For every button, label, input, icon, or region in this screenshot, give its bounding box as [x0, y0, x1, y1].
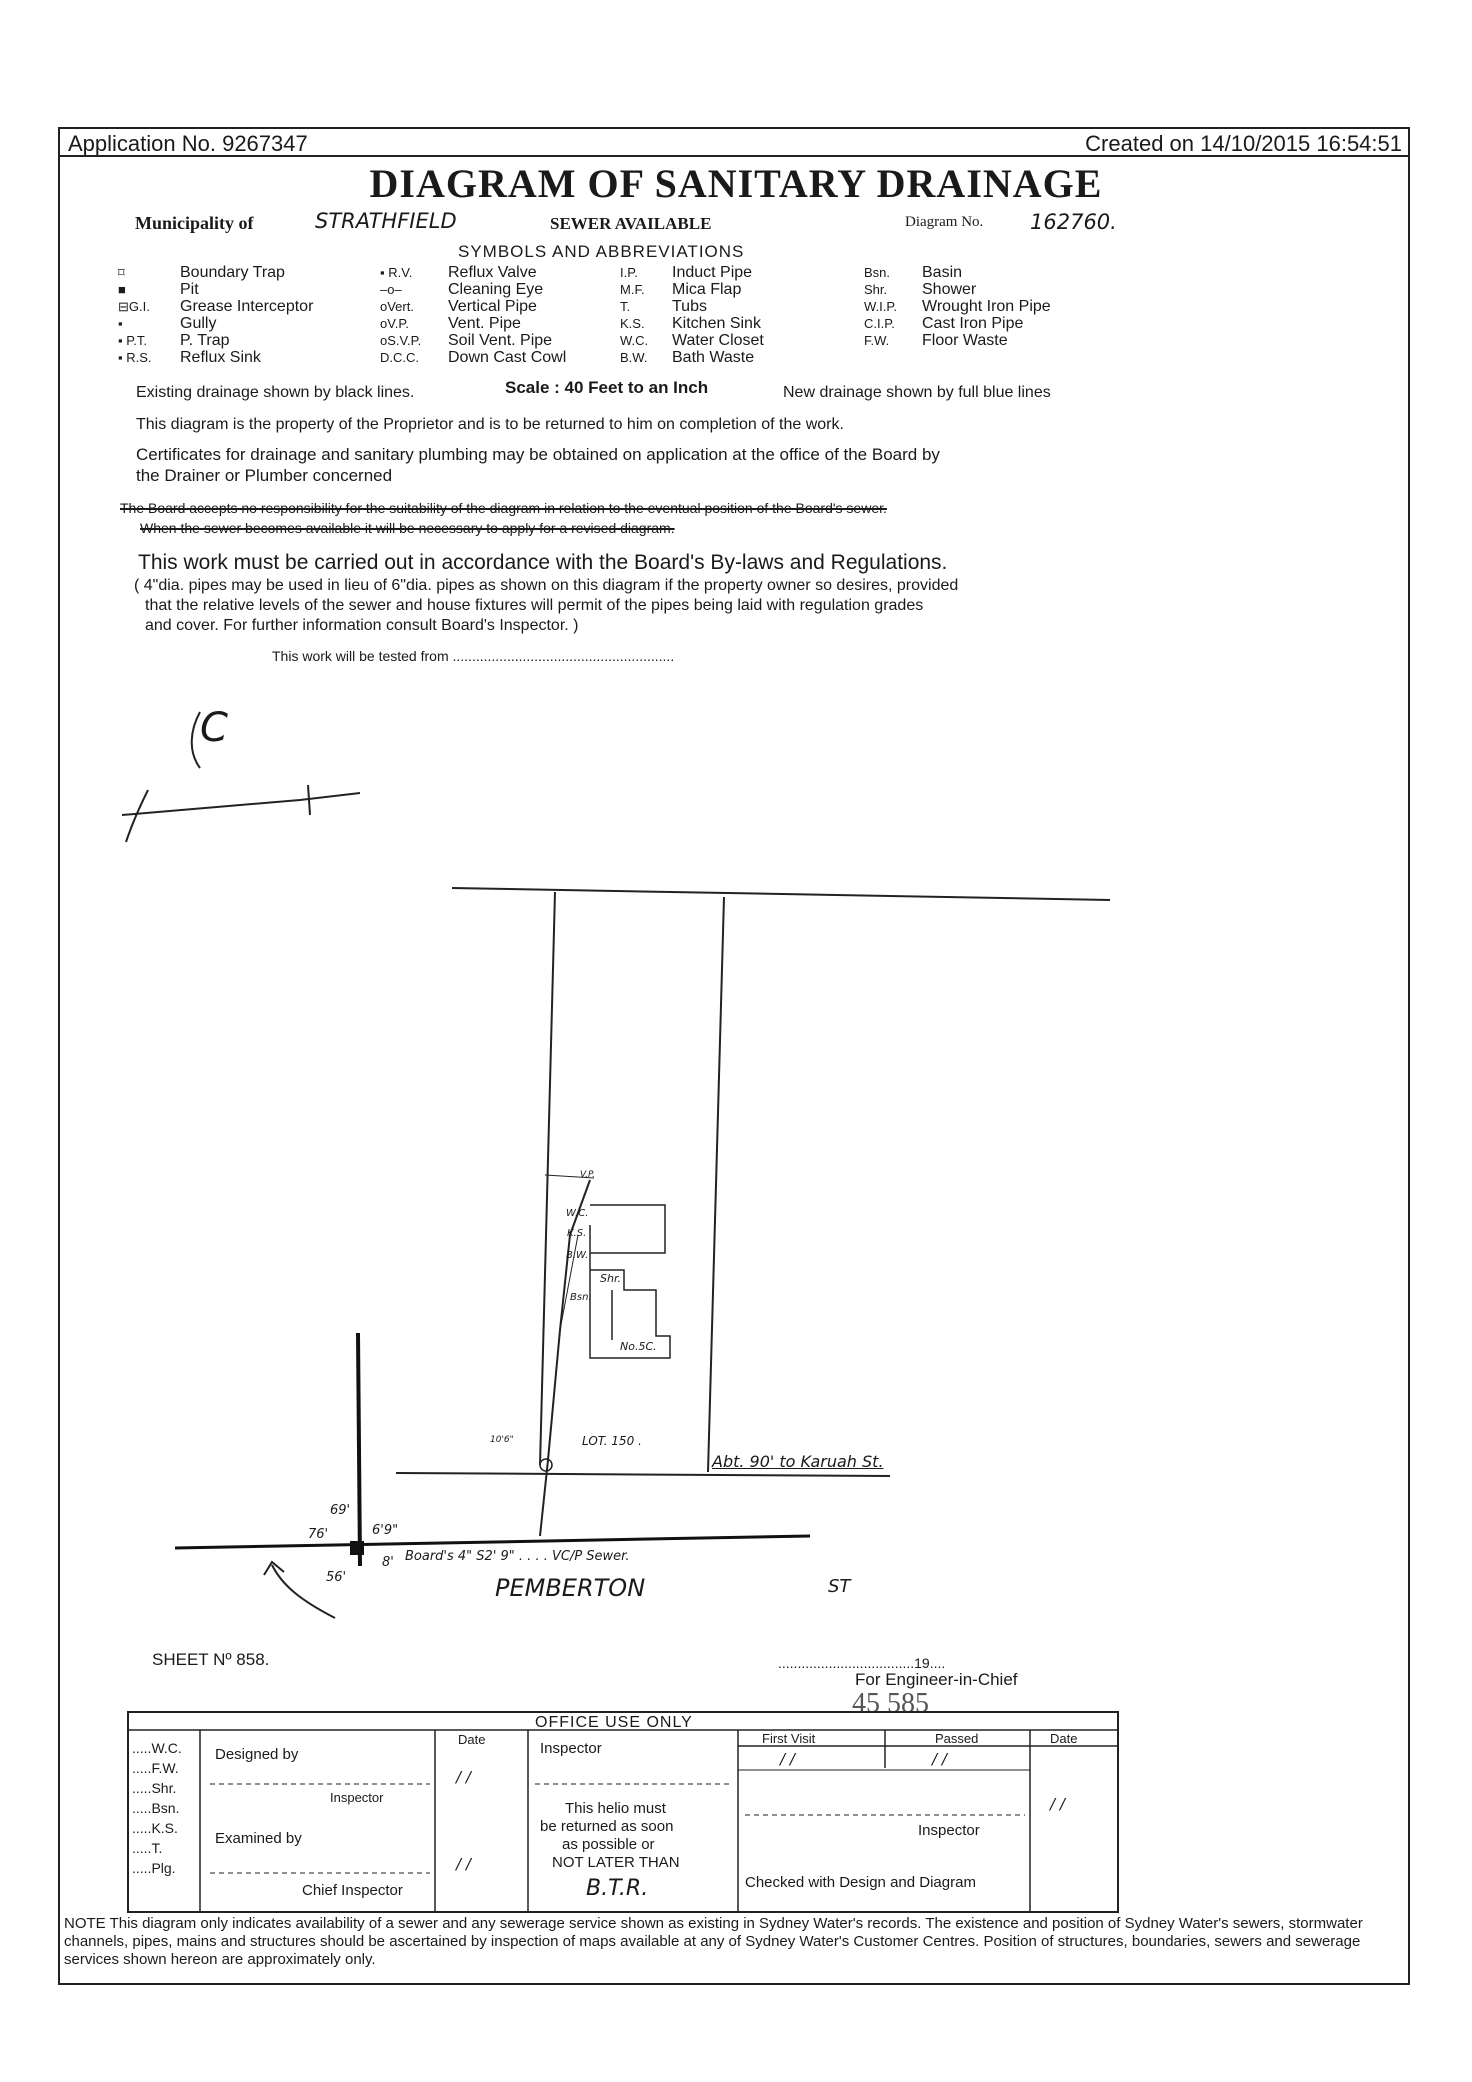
tested-from: This work will be tested from ......................................................... — [272, 648, 675, 664]
symbol-code: ▪ — [118, 316, 123, 331]
chief-inspector: Chief Inspector — [302, 1882, 403, 1899]
symbol-code: ▪ P.T. — [118, 333, 147, 348]
helio-line-2: be returned as soon — [540, 1818, 674, 1835]
symbol-label: Tubs — [672, 298, 707, 315]
symbol-label: Soil Vent. Pipe — [448, 332, 553, 349]
symbol-code: F.W. — [864, 333, 890, 348]
certificates-line-1: Certificates for drainage and sanitary plumbing may be obtained on application at the office of the Board by — [136, 445, 940, 464]
fixture-bsn: Bsn. — [570, 1292, 592, 1303]
office-code-row: .....W.C. — [132, 1740, 182, 1756]
symbol-code: oV.P. — [380, 316, 409, 331]
inspector-right: Inspector — [918, 1822, 980, 1839]
symbol-code: K.S. — [620, 316, 645, 331]
symbol-label: Floor Waste — [922, 332, 1008, 349]
symbol-label: Gully — [180, 315, 217, 332]
municipality-label: Municipality of — [135, 213, 254, 233]
symbol-label: Reflux Sink — [180, 349, 261, 366]
helio-line-3: as possible or — [562, 1836, 655, 1853]
symbol-label: Shower — [922, 281, 977, 298]
fixture-vp: V.P. — [580, 1170, 596, 1180]
symbol-label: Cleaning Eye — [448, 281, 544, 298]
sewer-available: SEWER AVAILABLE — [550, 214, 712, 233]
symbol-code: ▪ R.S. — [118, 350, 152, 365]
dimension-76: 76' — [308, 1527, 329, 1542]
date-header: Date — [458, 1732, 486, 1747]
date-slot-1: / / — [456, 1768, 471, 1786]
office-code-row: .....Plg. — [132, 1860, 176, 1876]
dimension-69b: 6'9" — [372, 1523, 399, 1538]
office-fixture-codes — [132, 1738, 182, 1878]
symbols-heading: SYMBOLS AND ABBREVIATIONS — [458, 242, 745, 261]
sewer-label: Board's 4" S2' 9" . . . . VC/P Sewer. — [405, 1549, 630, 1564]
symbol-label: Bath Waste — [672, 349, 755, 366]
property-statement: This diagram is the property of the Proprietor and is to be returned to him on completion of the work. — [136, 416, 844, 433]
symbol-code: I.P. — [620, 265, 638, 280]
office-code-row: .....K.S. — [132, 1820, 178, 1836]
page-title: DIAGRAM OF SANITARY DRAINAGE — [369, 161, 1103, 206]
symbol-label: Reflux Valve — [448, 264, 537, 281]
struck-line-2: When the sewer becomes available it will be necessary to apply for a revised diagram. — [140, 520, 675, 536]
sheet-number: SHEET Nº 858. — [152, 1650, 270, 1669]
symbol-label: Pit — [180, 281, 199, 298]
passed-slot: / / — [932, 1750, 947, 1768]
symbol-code: oS.V.P. — [380, 333, 422, 348]
symbol-label: Basin — [922, 264, 963, 281]
office-code-row: .....F.W. — [132, 1760, 179, 1776]
symbol-label: Water Closet — [672, 332, 764, 349]
symbol-label: P. Trap — [180, 332, 230, 349]
symbol-code: Shr. — [864, 282, 888, 297]
symbol-label: Vent. Pipe — [448, 315, 521, 332]
symbol-code: ⊟G.I. — [118, 299, 150, 314]
symbol-label: Vertical Pipe — [448, 298, 537, 315]
pipes-note-line-3: and cover. For further information consult Board's Inspector. ) — [145, 617, 579, 634]
symbol-code: W.C. — [620, 333, 649, 348]
symbol-label: Boundary Trap — [180, 264, 285, 281]
symbol-label: Induct Pipe — [672, 264, 753, 281]
date-slot-2: / / — [456, 1855, 471, 1873]
date-header-right: Date — [1050, 1731, 1078, 1746]
fixture-bw: B.W. — [566, 1250, 589, 1261]
designed-by: Designed by — [215, 1746, 299, 1763]
bylaws-statement: This work must be carried out in accordance with the Board's By-laws and Regulations. — [138, 551, 948, 574]
legend-new: New drainage shown by full blue lines — [783, 384, 1051, 401]
riser-note: 10'6" — [490, 1435, 514, 1445]
checked-with-design: Checked with Design and Diagram — [745, 1874, 976, 1891]
created-on: Created on 14/10/2015 16:54:51 — [1085, 131, 1402, 156]
symbol-code: D.C.C. — [380, 350, 419, 365]
symbol-code: B.W. — [620, 350, 648, 365]
helio-line-4: NOT LATER THAN — [552, 1854, 680, 1871]
symbol-code: T. — [620, 299, 631, 314]
pipes-note-line-1: ( 4"dia. pipes may be used in lieu of 6"dia. pipes as shown on this diagram if the property owner so desires, provided — [134, 577, 959, 594]
office-code-row: .....Bsn. — [132, 1800, 180, 1816]
helio-line-1: This helio must — [565, 1800, 666, 1817]
symbol-code: –o– — [380, 282, 402, 297]
for-engineer-in-chief: For Engineer-in-Chief — [855, 1670, 1018, 1689]
symbol-code: M.F. — [620, 282, 645, 297]
symbol-label: Down Cast Cowl — [448, 349, 567, 366]
office-code-row: .....T. — [132, 1840, 163, 1856]
first-visit-slot: / / — [780, 1750, 795, 1768]
symbol-code: W.I.P. — [864, 299, 897, 314]
symbol-label: Wrought Iron Pipe — [922, 298, 1051, 315]
legend-existing: Existing drainage shown by black lines. — [136, 384, 415, 401]
street-name: PEMBERTON — [495, 1574, 646, 1602]
dimension-8: 8' — [382, 1555, 394, 1570]
symbol-code: ■ — [118, 282, 126, 297]
pipes-note-line-2: that the relative levels of the sewer and house fixtures will permit of the pipes being laid with regulation grades — [145, 597, 924, 614]
symbol-code: Bsn. — [864, 265, 891, 280]
examined-by: Examined by — [215, 1830, 302, 1847]
symbol-label: Cast Iron Pipe — [922, 315, 1024, 332]
street-suffix: ST — [828, 1576, 851, 1597]
house-number: No.5C. — [620, 1340, 657, 1353]
symbol-label: Mica Flap — [672, 281, 742, 298]
first-visit-header: First Visit — [762, 1731, 816, 1746]
passed-header: Passed — [935, 1731, 979, 1746]
struck-line-1: The Board accepts no responsibility for the suitability of the diagram in relation to the eventual position of the Board's sewer. — [120, 500, 887, 516]
symbol-label: Kitchen Sink — [672, 315, 761, 332]
lot-label: LOT. 150 . — [582, 1434, 642, 1448]
certificates-line-2: the Drainer or Plumber concerned — [136, 466, 393, 485]
symbol-code: ▪ R.V. — [380, 265, 413, 280]
inspector-header: Inspector — [540, 1740, 602, 1757]
symbol-label: Grease Interceptor — [180, 298, 314, 315]
engineer-date-line: ...................................19.... — [778, 1655, 946, 1671]
symbol-code: ⌑ — [118, 265, 125, 280]
distance-note: Abt. 90' to Karuah St. — [712, 1452, 884, 1471]
dimension-69: 69' — [330, 1503, 351, 1518]
diagram-no-label: Diagram No. — [905, 214, 984, 230]
date-slot-right: / / — [1050, 1795, 1065, 1813]
symbol-code: oVert. — [380, 299, 414, 314]
footer-note: NOTE This diagram only indicates availability of a sewer and any sewerage service shown as existing in Sydney Water's records. The existence and position of Sydney Water's sewers, stormwater channels, pipes, mains and structures should be ascertained by inspection of maps available at any of Sydney Water's Customer Centres. Position of structures, boundaries, sewers and sewerage services shown hereon are approximately only. — [64, 1915, 1363, 1968]
fixture-ks: K.S. — [567, 1228, 587, 1239]
office-use-heading: OFFICE USE ONLY — [535, 1714, 693, 1731]
fixture-shr: Shr. — [600, 1272, 621, 1285]
engineer-stamp: 45 585 — [852, 1688, 929, 1719]
initial-c: C — [200, 705, 228, 751]
dimension-56: 56' — [326, 1570, 347, 1585]
legend-scale: Scale : 40 Feet to an Inch — [505, 378, 709, 397]
symbol-code: C.I.P. — [864, 316, 895, 331]
diagram-no-value: 162760. — [1030, 210, 1117, 234]
designed-inspector: Inspector — [330, 1790, 384, 1805]
fixture-wc: W.C. — [566, 1208, 589, 1219]
application-number: Application No. 9267347 — [68, 131, 308, 156]
municipality-value: STRATHFIELD — [315, 209, 457, 233]
office-code-row: .....Shr. — [132, 1780, 177, 1796]
helio-signature: B.T.R. — [586, 1876, 649, 1901]
